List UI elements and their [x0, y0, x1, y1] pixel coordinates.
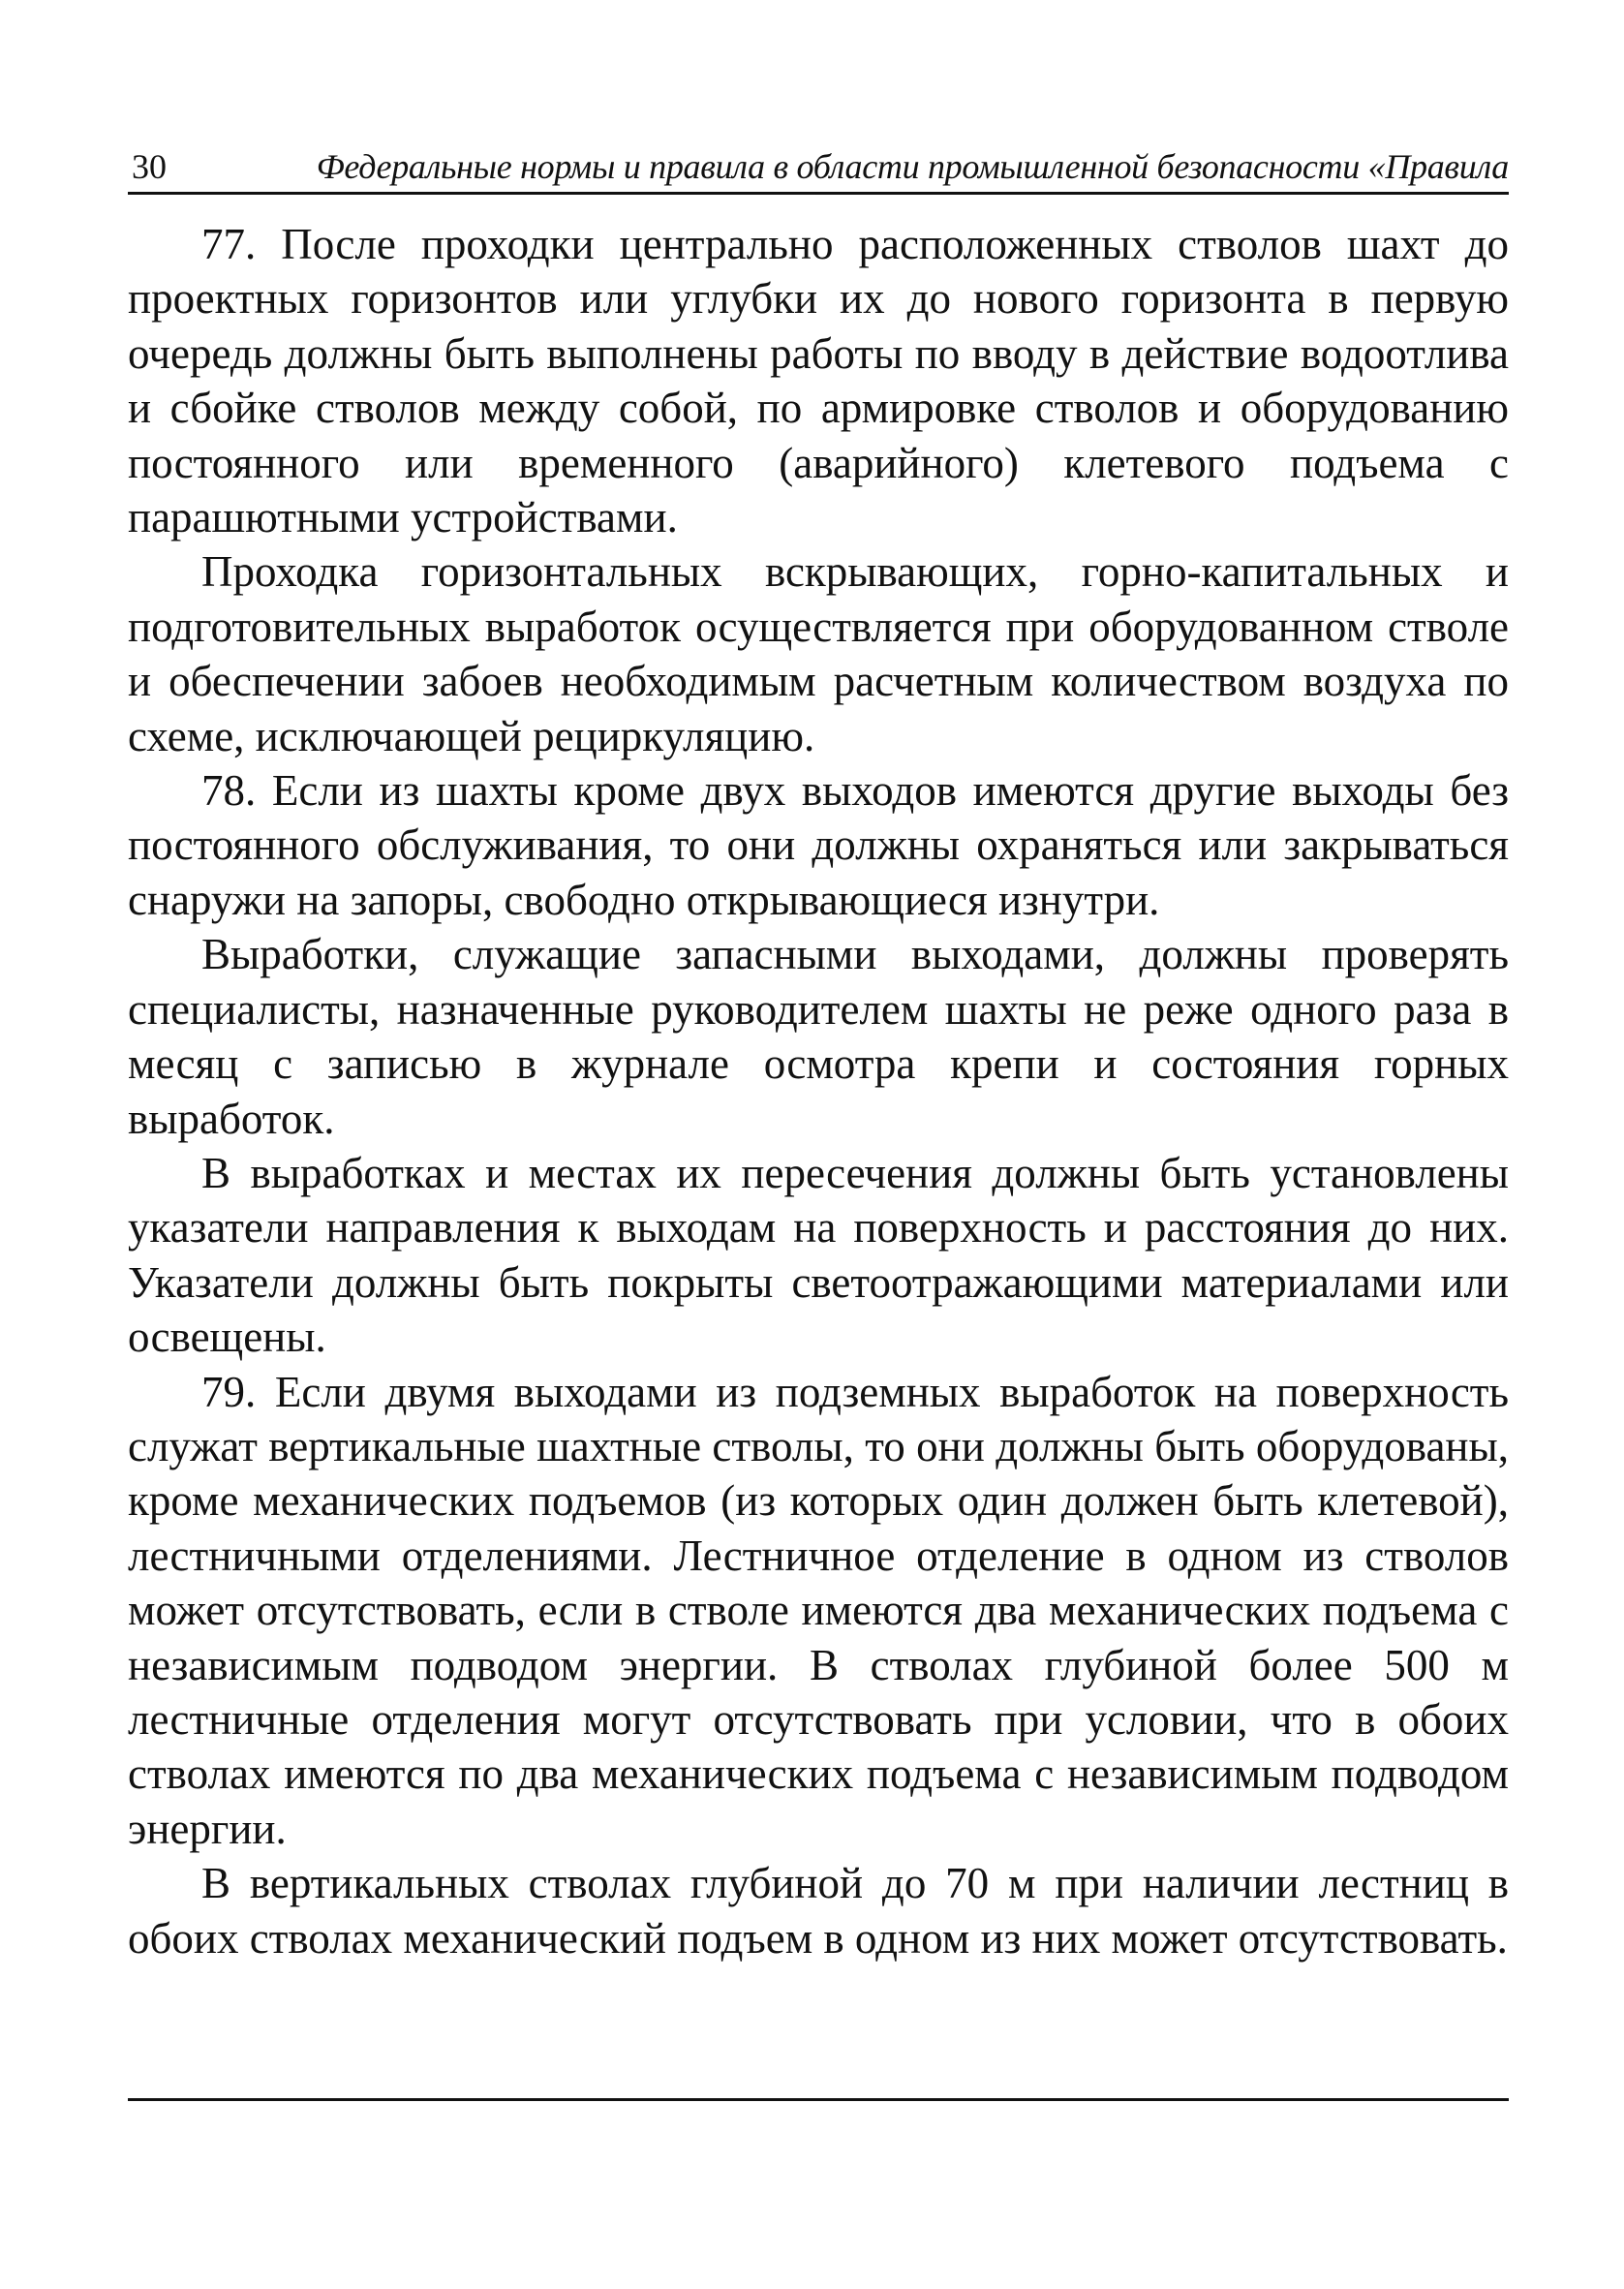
running-header-title: Федеральные нормы и правила в области промышленной безопасности «Правила [316, 147, 1509, 186]
body-text [128, 217, 1509, 1965]
paragraph-78-exit-signs: В выработках и местах их пересечения должны быть установлены указатели направления к выходам на поверхность и расстояния до них. Указатели должны быть покрыты светоотражающими материалами или освещены. [128, 1148, 1509, 1362]
footer-rule [128, 2098, 1509, 2101]
page-number: 30 [132, 147, 167, 186]
paragraph-78-spare-exits: Выработки, служащие запасными выходами, должны проверять специалисты, назначенные руководителем шахты не реже одного раза в месяц с записью в журнале осмотра крепи и состояния горных выработок. [128, 930, 1509, 1143]
paragraph-77: 77. После проходки центрально расположенных стволов шахт до проектных горизонтов или углубки их до нового горизонта в первую очередь должны быть выполнены работы по вводу в действие водоотлива и сбойке стволов между собой, по армировке стволов и оборудованию постоянного или временного (аварийного) клетевого подъема с парашютными устройствами. [128, 220, 1509, 542]
paragraph-79: 79. Если двумя выходами из подземных выработок на поверхность служат вертикальные шахтные стволы, то они должны быть оборудованы, кроме механических подъемов (из которых один должен быть клетевой), лестничными отделениями. Лестничное отделение в одном из стволов может отсутствовать, если в стволе имеются два механических подъема с независимым подводом энергии. В стволах глубиной более 500 м лестничные отделения могут отсутствовать при условии, что в обоих стволах имеются по два механических подъема с независимым подводом энергии. [128, 1367, 1509, 1853]
running-header [128, 141, 1509, 195]
paragraph-79-shallow-shafts: В вертикальных стволах глубиной до 70 м при наличии лестниц в обоих стволах механический подъем в одном из них может отсутствовать. [128, 1859, 1509, 1963]
paragraph-77-continuation: Проходка горизонтальных вскрывающих, горно-капитальных и подготовительных выработок осуществляется при оборудованном стволе и обеспечении забоев необходимым расчетным количеством воздуха по схеме, исключающей рециркуляцию. [128, 547, 1509, 760]
paragraph-78: 78. Если из шахты кроме двух выходов имеются другие выходы без постоянного обслуживания, то они должны охраняться или закрываться снаружи на запоры, свободно открывающиеся изнутри. [128, 766, 1509, 924]
